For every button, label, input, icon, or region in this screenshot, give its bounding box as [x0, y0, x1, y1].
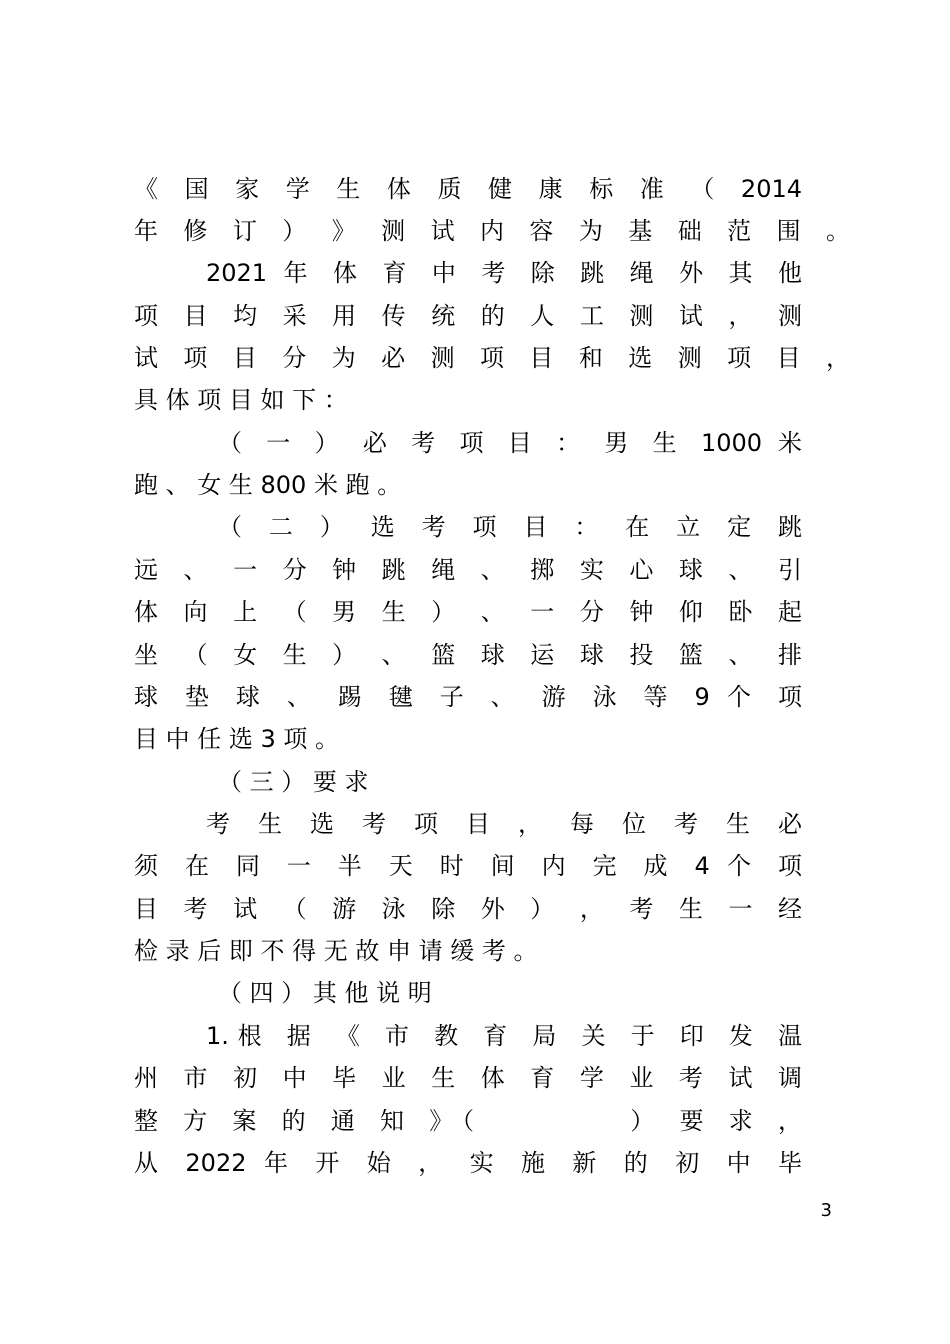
- text-line: 试 项 目 分 为 必 测 项 目 和 选 测 项 目 ，: [134, 344, 850, 372]
- text-line: 2021 年 体 育 中 考 除 跳 绳 外 其 他: [206, 259, 802, 287]
- text-line: 整 方 案 的 通 知 》（ ） 要 求 ，: [134, 1107, 802, 1135]
- section-heading: （ 四 ） 其 他 说 明: [218, 979, 432, 1007]
- text-line: 球 垫 球 、 踢 毽 子 、 游 泳 等 9 个 项: [134, 683, 802, 711]
- text-line: 坐 （ 女 生 ） 、 篮 球 运 球 投 篮 、 排: [134, 641, 802, 669]
- text-line: 远 、 一 分 钟 跳 绳 、 掷 实 心 球 、 引: [134, 556, 802, 584]
- text-line: 1.根 据 《 市 教 育 局 关 于 印 发 温: [206, 1022, 802, 1050]
- section-heading: （ 三 ） 要 求: [218, 768, 369, 796]
- page-number: 3: [820, 1200, 832, 1221]
- text-line: （ 一 ） 必 考 项 目 ： 男 生 1000 米: [218, 429, 802, 457]
- text-line: 年 修 订 ） 》 测 试 内 容 为 基 础 范 围 。: [134, 217, 850, 245]
- text-line: 检 录 后 即 不 得 无 故 申 请 缓 考 。: [134, 937, 538, 965]
- text-line: 目 中 任 选 3 项 。: [134, 725, 340, 753]
- text-line: 州 市 初 中 毕 业 生 体 育 学 业 考 试 调: [134, 1064, 802, 1092]
- text-line: 目 考 试 （ 游 泳 除 外 ） ， 考 生 一 经: [134, 895, 802, 923]
- text-line: 具 体 项 目 如 下 ：: [134, 386, 348, 414]
- text-line: 考 生 选 考 项 目 ， 每 位 考 生 必: [206, 810, 802, 838]
- text-line: 体 向 上 （ 男 生 ） 、 一 分 钟 仰 卧 起: [134, 598, 802, 626]
- text-line: 须 在 同 一 半 天 时 间 内 完 成 4 个 项: [134, 852, 802, 880]
- text-line: 跑 、 女 生 800 米 跑 。: [134, 471, 402, 499]
- text-line: 项 目 均 采 用 传 统 的 人 工 测 试 ， 测: [134, 302, 802, 330]
- text-line: 从 2022 年 开 始 ， 实 施 新 的 初 中 毕: [134, 1149, 802, 1177]
- text-line: 《 国 家 学 生 体 质 健 康 标 准 （ 2014: [134, 175, 802, 203]
- text-line: （ 二 ） 选 考 项 目 ： 在 立 定 跳: [218, 513, 802, 541]
